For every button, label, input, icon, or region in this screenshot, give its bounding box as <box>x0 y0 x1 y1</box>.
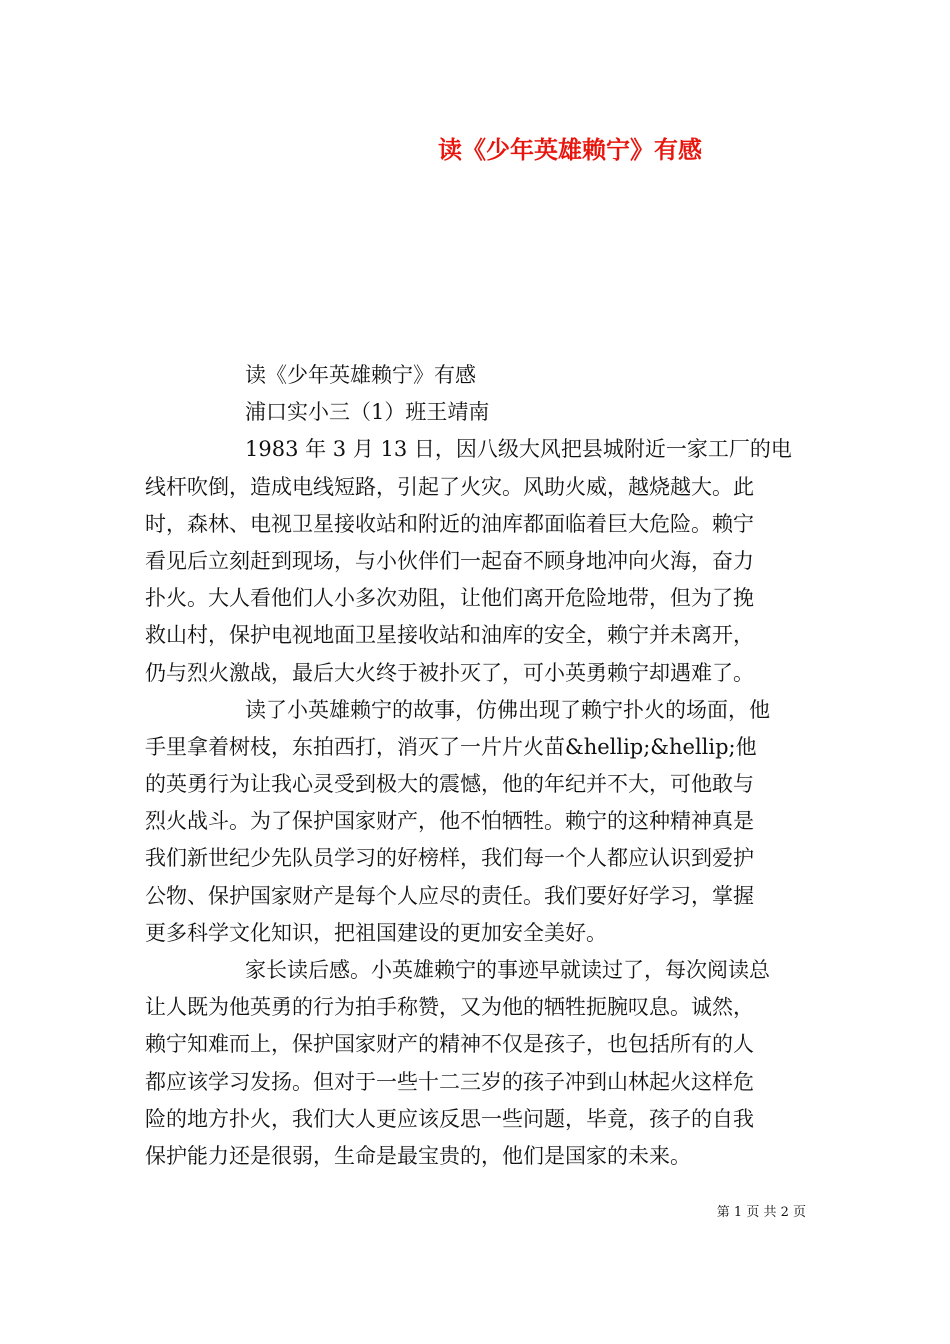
author-line: 浦口实小三（1）班王靖南 <box>245 400 490 425</box>
paragraph-line: 我们新世纪少先队员学习的好榜样，我们每一个人都应认识到爱护 <box>145 846 754 871</box>
paragraph-line: 救山村，保护电视地面卫星接收站和油库的安全，赖宁并未离开， <box>145 623 754 648</box>
page-number-footer: 第 1 页 共 2 页 <box>716 1205 806 1220</box>
paragraph-line: 都应该学习发扬。但对于一些十二三岁的孩子冲到山林起火这样危 <box>145 1069 754 1094</box>
document-body <box>145 357 807 1175</box>
paragraph-line: 的英勇行为让我心灵受到极大的震憾，他的年纪并不大，可他敢与 <box>145 772 754 797</box>
paragraph-line: 烈火战斗。为了保护国家财产，他不怕牺牲。赖宁的这种精神真是 <box>145 809 754 834</box>
subtitle-line: 读《少年英雄赖宁》有感 <box>245 363 476 387</box>
paragraph-line: 1983 年 3 月 13 日，因八级大风把县城附近一家工厂的电 <box>245 437 792 462</box>
paragraph-line: 时，森林、电视卫星接收站和附近的油库都面临着巨大危险。赖宁 <box>145 511 754 536</box>
paragraph-line: 看见后立刻赶到现场，与小伙伴们一起奋不顾身地冲向火海，奋力 <box>145 548 754 573</box>
paragraph-line: 仍与烈火激战，最后大火终于被扑灭了，可小英勇赖宁却遇难了。 <box>145 660 754 685</box>
paragraph-line: 险的地方扑火，我们大人更应该反思一些问题，毕竟，孩子的自我 <box>145 1106 754 1131</box>
paragraph-line: 手里拿着树枝，东拍西打，消灭了一片片火苗&hellip;&hellip;他 <box>145 734 757 759</box>
paragraph-line: 家长读后感。小英雄赖宁的事迹早就读过了，每次阅读总 <box>245 958 770 982</box>
paragraph-line: 扑火。大人看他们人小多次劝阻，让他们离开危险地带，但为了挽 <box>145 586 754 611</box>
paragraph-line: 公物、保护国家财产是每个人应尽的责任。我们要好好学习，掌握 <box>145 883 754 908</box>
paragraph-line: 保护能力还是很弱，生命是最宝贵的，他们是国家的未来。 <box>145 1143 691 1168</box>
paragraph-line: 更多科学文化知识，把祖国建设的更加安全美好。 <box>145 920 607 945</box>
paragraph-line: 读了小英雄赖宁的故事，仿佛出现了赖宁扑火的场面，他 <box>245 697 770 722</box>
paragraph-line: 赖宁知难而上，保护国家财产的精神不仅是孩子，也包括所有的人 <box>145 1032 754 1057</box>
document-title: 读《少年英雄赖宁》有感 <box>438 135 702 164</box>
paragraph-line: 让人既为他英勇的行为拍手称赞，又为他的牺牲扼腕叹息。诚然， <box>145 995 754 1020</box>
paragraph-line: 线杆吹倒，造成电线短路，引起了火灾。风助火威，越烧越大。此 <box>145 474 754 499</box>
